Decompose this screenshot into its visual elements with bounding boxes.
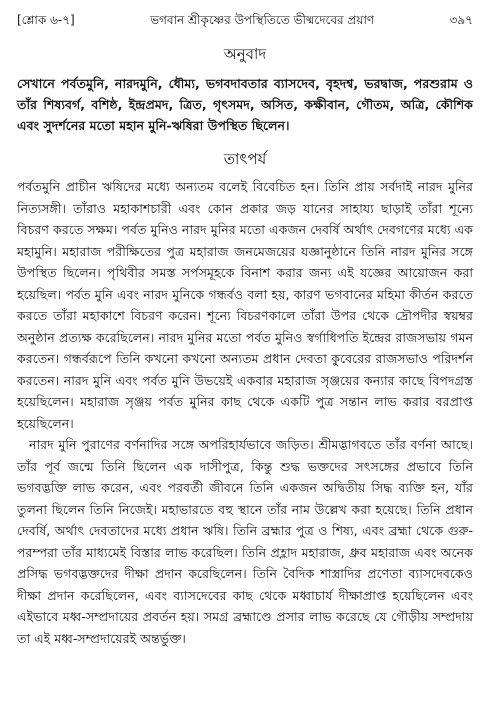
tatparya-paragraph-2: নারদ মুনি পুরাণের বর্ণনাদির সঙ্গে অপরিহার্যভাবে জড়িত। শ্রীমদ্ভাগবতে তাঁর বর্ণনা আছে। তাঁর পূর্ব জন্মে তিনি ছিলেন এক দাসীপুত্র, কিন্তু শুদ্ধ ভক্তদের সৎসঙ্গের প্রভাবে তিনি ভগবদ্ভক্তি লাভ করেন, এবং পরবর্তী জীবনে তিনি একজন অদ্বিতীয় সিদ্ধ ব্যক্তি হন, যাঁর তুলনা ছিলেন তিনি নিজেই। মহাভারতে বহু স্থানে তাঁর নাম উল্লেখ করা হয়েছে। তিনি প্রধান দেবর্ষি, অর্থাৎ দেবতাদের মধ্যে প্রধান ঋষি। তিনি ব্রহ্মার পুত্র ও শিষ্য, এবং ব্রহ্মা থেকে গুরু-পরম্পরা তাঁর মাধ্যমেই বিস্তার লাভ করেছিল। তিনি প্রহ্লাদ মহারাজ, ধ্রুব মহারাজ এবং অনেক প্রসিদ্ধ ভগবদ্ভক্তদের দীক্ষা প্রদান করেছিলেন। তিনি বৈদিক শাস্ত্রাদির প্রণেতা ব্যাসদেবকেও দীক্ষা প্রদান করেছিলেন, এবং ব্যাসদেবের কাছ থেকে মধ্বাচার্য দীক্ষাপ্রাপ্ত হয়েছিলেন এবং এইভাবে মধ্ব-সম্প্রদায়ের প্রবর্তন হয়। সমগ্র ব্রহ্মাণ্ডে প্রসার লাভ করেছে যে গৌড়ীয় সম্প্রদায় তা এই মধ্ব-সম্প্রদায়েরই অন্তর্ভুক্ত। [17, 437, 473, 646]
tatparya-body [17, 176, 473, 649]
chapter-title: ভগবান শ্রীকৃষ্ণের উপস্থিতিতে ভীষ্মদেবের প্রয়াণ [150, 13, 375, 27]
page-number: ৩৯৭ [449, 13, 473, 27]
tatparya-heading: তাৎপর্য [223, 150, 267, 168]
anubad-heading: অনুবাদ [223, 45, 267, 63]
verse-reference: [শ্লোক ৬-৭] [17, 13, 75, 27]
tatparya-paragraph-1: পর্বতমুনি প্রাচীন ঋষিদের মধ্যে অন্যতম বলেই বিবেচিত হন। তিনি প্রায় সর্বদাই নারদ মুনির নিত্যসঙ্গী। তাঁরাও মহাকাশচারী এবং কোন প্রকার জড় যানের সাহায্য ছাড়াই তাঁরা শূন্যে বিচরণ করতে সক্ষম। পর্বত মুনিও নারদ মুনির মতো একজন দেবর্ষি অর্থাৎ দেবগণের মধ্যে এক মহামুনি। মহারাজ পরীক্ষিতের পুত্র মহারাজ জনমেজয়ের যজ্ঞানুষ্ঠানে তিনি নারদ মুনির সঙ্গে উপস্থিত ছিলেন। পৃথিবীর সমস্ত সর্পসমূহকে বিনাশ করার জন্য এই যজ্ঞের আয়োজন করা হয়েছিল। পর্বত মুনি এবং নারদ মুনিকে গন্ধর্বও বলা হয়, কারণ ভগবানের মহিমা কীর্তন করতে করতে তাঁরা মহাকাশে বিচরণ করেন। শূন্যে বিচরণকালে তাঁরা উপর থেকে দ্রৌপদীর স্বয়ম্বর অনুষ্ঠান প্রত্যক্ষ করেছিলেন। নারদ মুনির মতো পর্বত মুনিও স্বর্গাধিপতি ইন্দ্রের রাজসভায় গমন করতেন। গন্ধর্বরূপে তিনি কখনো কখনো অন্যতম প্রধান দেবতা কুবেরের রাজসভাও পরিদর্শন করতেন। নারদ মুনি এবং পর্বত মুনি উভয়েই একবার মহারাজ সৃঞ্জয়ের কন্যার কাছে বিপদগ্রস্ত হয়েছিলেন। মহারাজ সৃঞ্জয় পর্বত মুনির কাছ থেকে একটি পুত্র সন্তান লাভ করার বরপ্রাপ্ত হয়েছিলেন। [17, 179, 473, 431]
running-head [17, 0, 473, 32]
anubad-text: সেখানে পর্বতমুনি, নারদমুনি, ধৌম্য, ভগবদাবতার ব্যাসদেব, বৃহদশ্ব, ভরদ্বাজ, পরশুরাম ও তাঁর শিষ্যবর্গ, বশিষ্ঠ, ইন্দ্রপ্রমদ, ত্রিত, গৃৎসমদ, অসিত, কক্ষীবান, গৌতম, অত্রি, কৌশিক এবং সুদর্শনের মতো মহান মুনি-ঋষিরা উপস্থিত ছিলেন। [17, 76, 473, 133]
